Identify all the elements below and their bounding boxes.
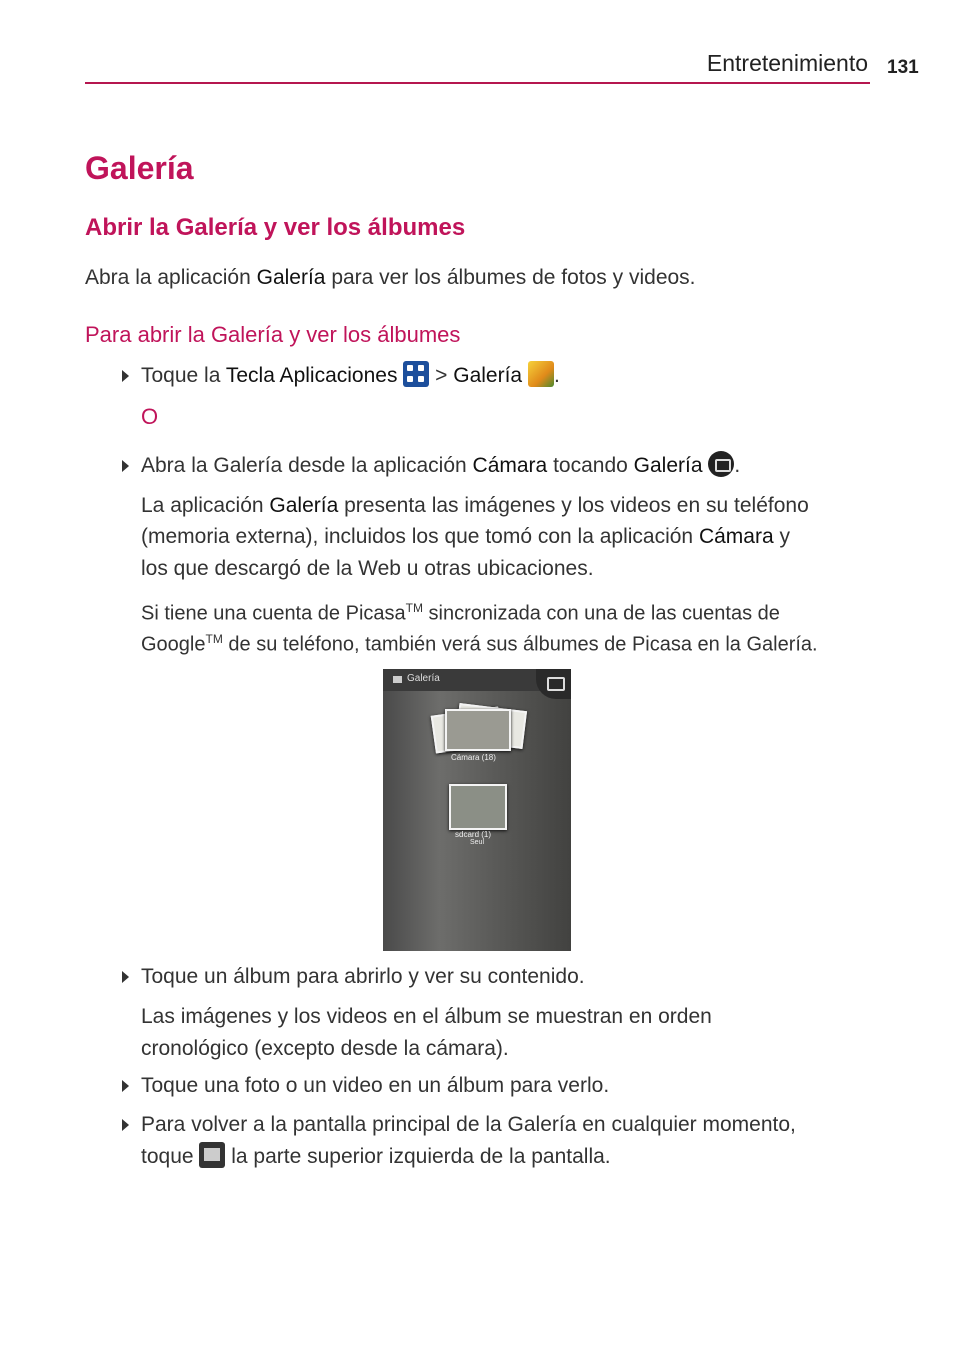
description-line: los que descargó de la Web u otras ubicaciones. <box>141 557 594 580</box>
or-separator: O <box>141 404 159 429</box>
section-title: Entretenimiento <box>706 50 868 76</box>
page-title: Galería <box>85 150 194 186</box>
album-camera-thumb[interactable] <box>445 709 511 751</box>
bullet-icon <box>122 971 129 983</box>
gallery-home-icon <box>199 1142 225 1168</box>
subsection-heading: Para abrir la Galería y ver los álbumes <box>85 322 461 347</box>
picasa-note: Google™ de su teléfono, también verá sus álbumes de Picasa en la Galería. <box>141 632 818 656</box>
description-line: cronológico (excepto desde la cámara). <box>141 1037 509 1060</box>
description-line: (memoria externa), incluidos los que tomó con la aplicación Cámara y <box>141 525 790 548</box>
bullet-icon <box>122 460 129 472</box>
album-label: sdcard (1) <box>455 830 492 839</box>
bullet-icon <box>122 1080 129 1092</box>
apps-grid-icon <box>403 361 429 387</box>
instruction-4: Toque una foto o un video en un álbum para verlo. <box>141 1074 610 1097</box>
camera-button[interactable] <box>536 669 571 699</box>
page-number: 131 <box>887 57 919 78</box>
bullet-icon <box>122 370 129 382</box>
album-sublabel: Seul <box>470 839 485 846</box>
gallery-screenshot <box>383 669 571 951</box>
description-line: La aplicación Galería presenta las imágenes y los videos en su teléfono <box>141 494 809 517</box>
page-header <box>85 50 870 84</box>
bullet-icon <box>122 1119 129 1131</box>
camera-icon <box>547 677 565 691</box>
camera-gallery-icon <box>708 451 734 477</box>
album-label: Cámara (18) <box>451 753 496 762</box>
app-bar-title: Galería <box>407 673 440 684</box>
intro-paragraph: Abra la aplicación Galería para ver los álbumes de fotos y videos. <box>85 266 696 289</box>
instruction-1: Toque la Tecla Aplicaciones > Galería . <box>141 360 560 392</box>
gallery-icon <box>528 361 554 387</box>
instruction-2: Abra la Galería desde la aplicación Cámara tocando Galería . <box>141 450 740 482</box>
album-sdcard-thumb[interactable] <box>449 784 507 830</box>
section-heading: Abrir la Galería y ver los álbumes <box>85 214 466 241</box>
instruction-3: Toque un álbum para abrirlo y ver su contenido. <box>141 965 585 988</box>
instruction-5-cont: toque la parte superior izquierda de la pantalla. <box>141 1141 611 1173</box>
instruction-5: Para volver a la pantalla principal de la Galería en cualquier momento, <box>141 1113 796 1136</box>
picasa-note: Si tiene una cuenta de Picasa™ sincronizada con una de las cuentas de <box>141 601 780 625</box>
description-line: Las imágenes y los videos en el álbum se muestran en orden <box>141 1005 712 1028</box>
gallery-mini-icon <box>393 676 402 683</box>
